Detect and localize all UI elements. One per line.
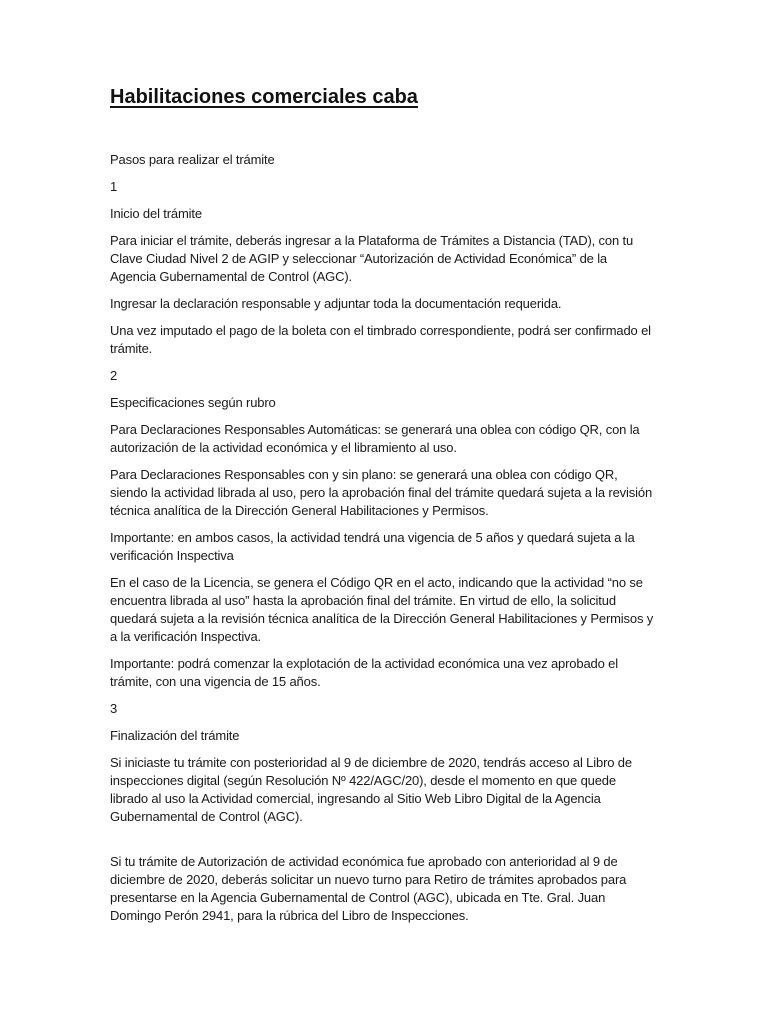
document-title: Habilitaciones comerciales caba [110,86,418,108]
paragraph: Una vez imputado el pago de la boleta con el timbrado correspondiente, podrá ser confirmado el trámite. [110,323,651,356]
step-heading-2: Especificaciones según rubro [110,395,276,410]
step-heading-1: Inicio del trámite [110,206,202,221]
paragraph: Para Declaraciones Responsables con y sin plano: se generará una oblea con código QR, siendo la actividad librada al uso, pero la aprobación final del trámite quedará sujeta a la revisión técnica analítica de la Dirección General Habilitaciones y Permisos. [110,467,653,518]
paragraph: Ingresar la declaración responsable y adjuntar toda la documentación requerida. [110,296,562,311]
paragraph: Si iniciaste tu trámite con posterioridad al 9 de diciembre de 2020, tendrás acceso al Libro de inspecciones digital (según Resolución Nº 422/AGC/20), desde el momento en que quede librado al uso la Actividad comercial, ingresando al Sitio Web Libro Digital de la Agencia Gubernamental de Control (AGC). [110,755,632,824]
paragraph: Para Declaraciones Responsables Automáticas: se generará una oblea con código QR, con la autorización de la actividad económica y el libramiento al uso. [110,422,640,455]
step-number-1: 1 [110,179,118,194]
step-heading-3: Finalización del trámite [110,728,240,743]
important-note: Importante: podrá comenzar la explotación de la actividad económica una vez aprobado el trámite, con una vigencia de 15 años. [110,656,618,689]
steps-intro: Pasos para realizar el trámite [110,152,275,167]
document-body [110,151,655,934]
step-number-2: 2 [110,368,118,383]
paragraph: Si tu trámite de Autorización de actividad económica fue aprobado con anterioridad al 9 de diciembre de 2020, deberás solicitar un nuevo turno para Retiro de trámites aprobados para presentarse en la Agencia Gubernamental de Control (AGC), ubicada en Tte. Gral. Juan Domingo Perón 2941, para la rúbrica del Libro de Inspecciones. [110,854,627,923]
step-number-3: 3 [110,701,118,716]
paragraph: En el caso de la Licencia, se genera el Código QR en el acto, indicando que la actividad “no se encuentra librada al uso” hasta la aprobación final del trámite. En virtud de ello, la solicitud quedará sujeta a la revisión técnica analítica de la Dirección General Habilitaciones y Permisos y a la verificación Inspectiva. [110,575,654,644]
paragraph: Para iniciar el trámite, deberás ingresar a la Plataforma de Trámites a Distancia (TAD), con tu Clave Ciudad Nivel 2 de AGIP y seleccionar “Autorización de Actividad Económica” de la Agencia Gubernamental de Control (AGC). [110,233,634,284]
important-note: Importante: en ambos casos, la actividad tendrá una vigencia de 5 años y quedará sujeta a la verificación Inspectiva [110,530,635,563]
